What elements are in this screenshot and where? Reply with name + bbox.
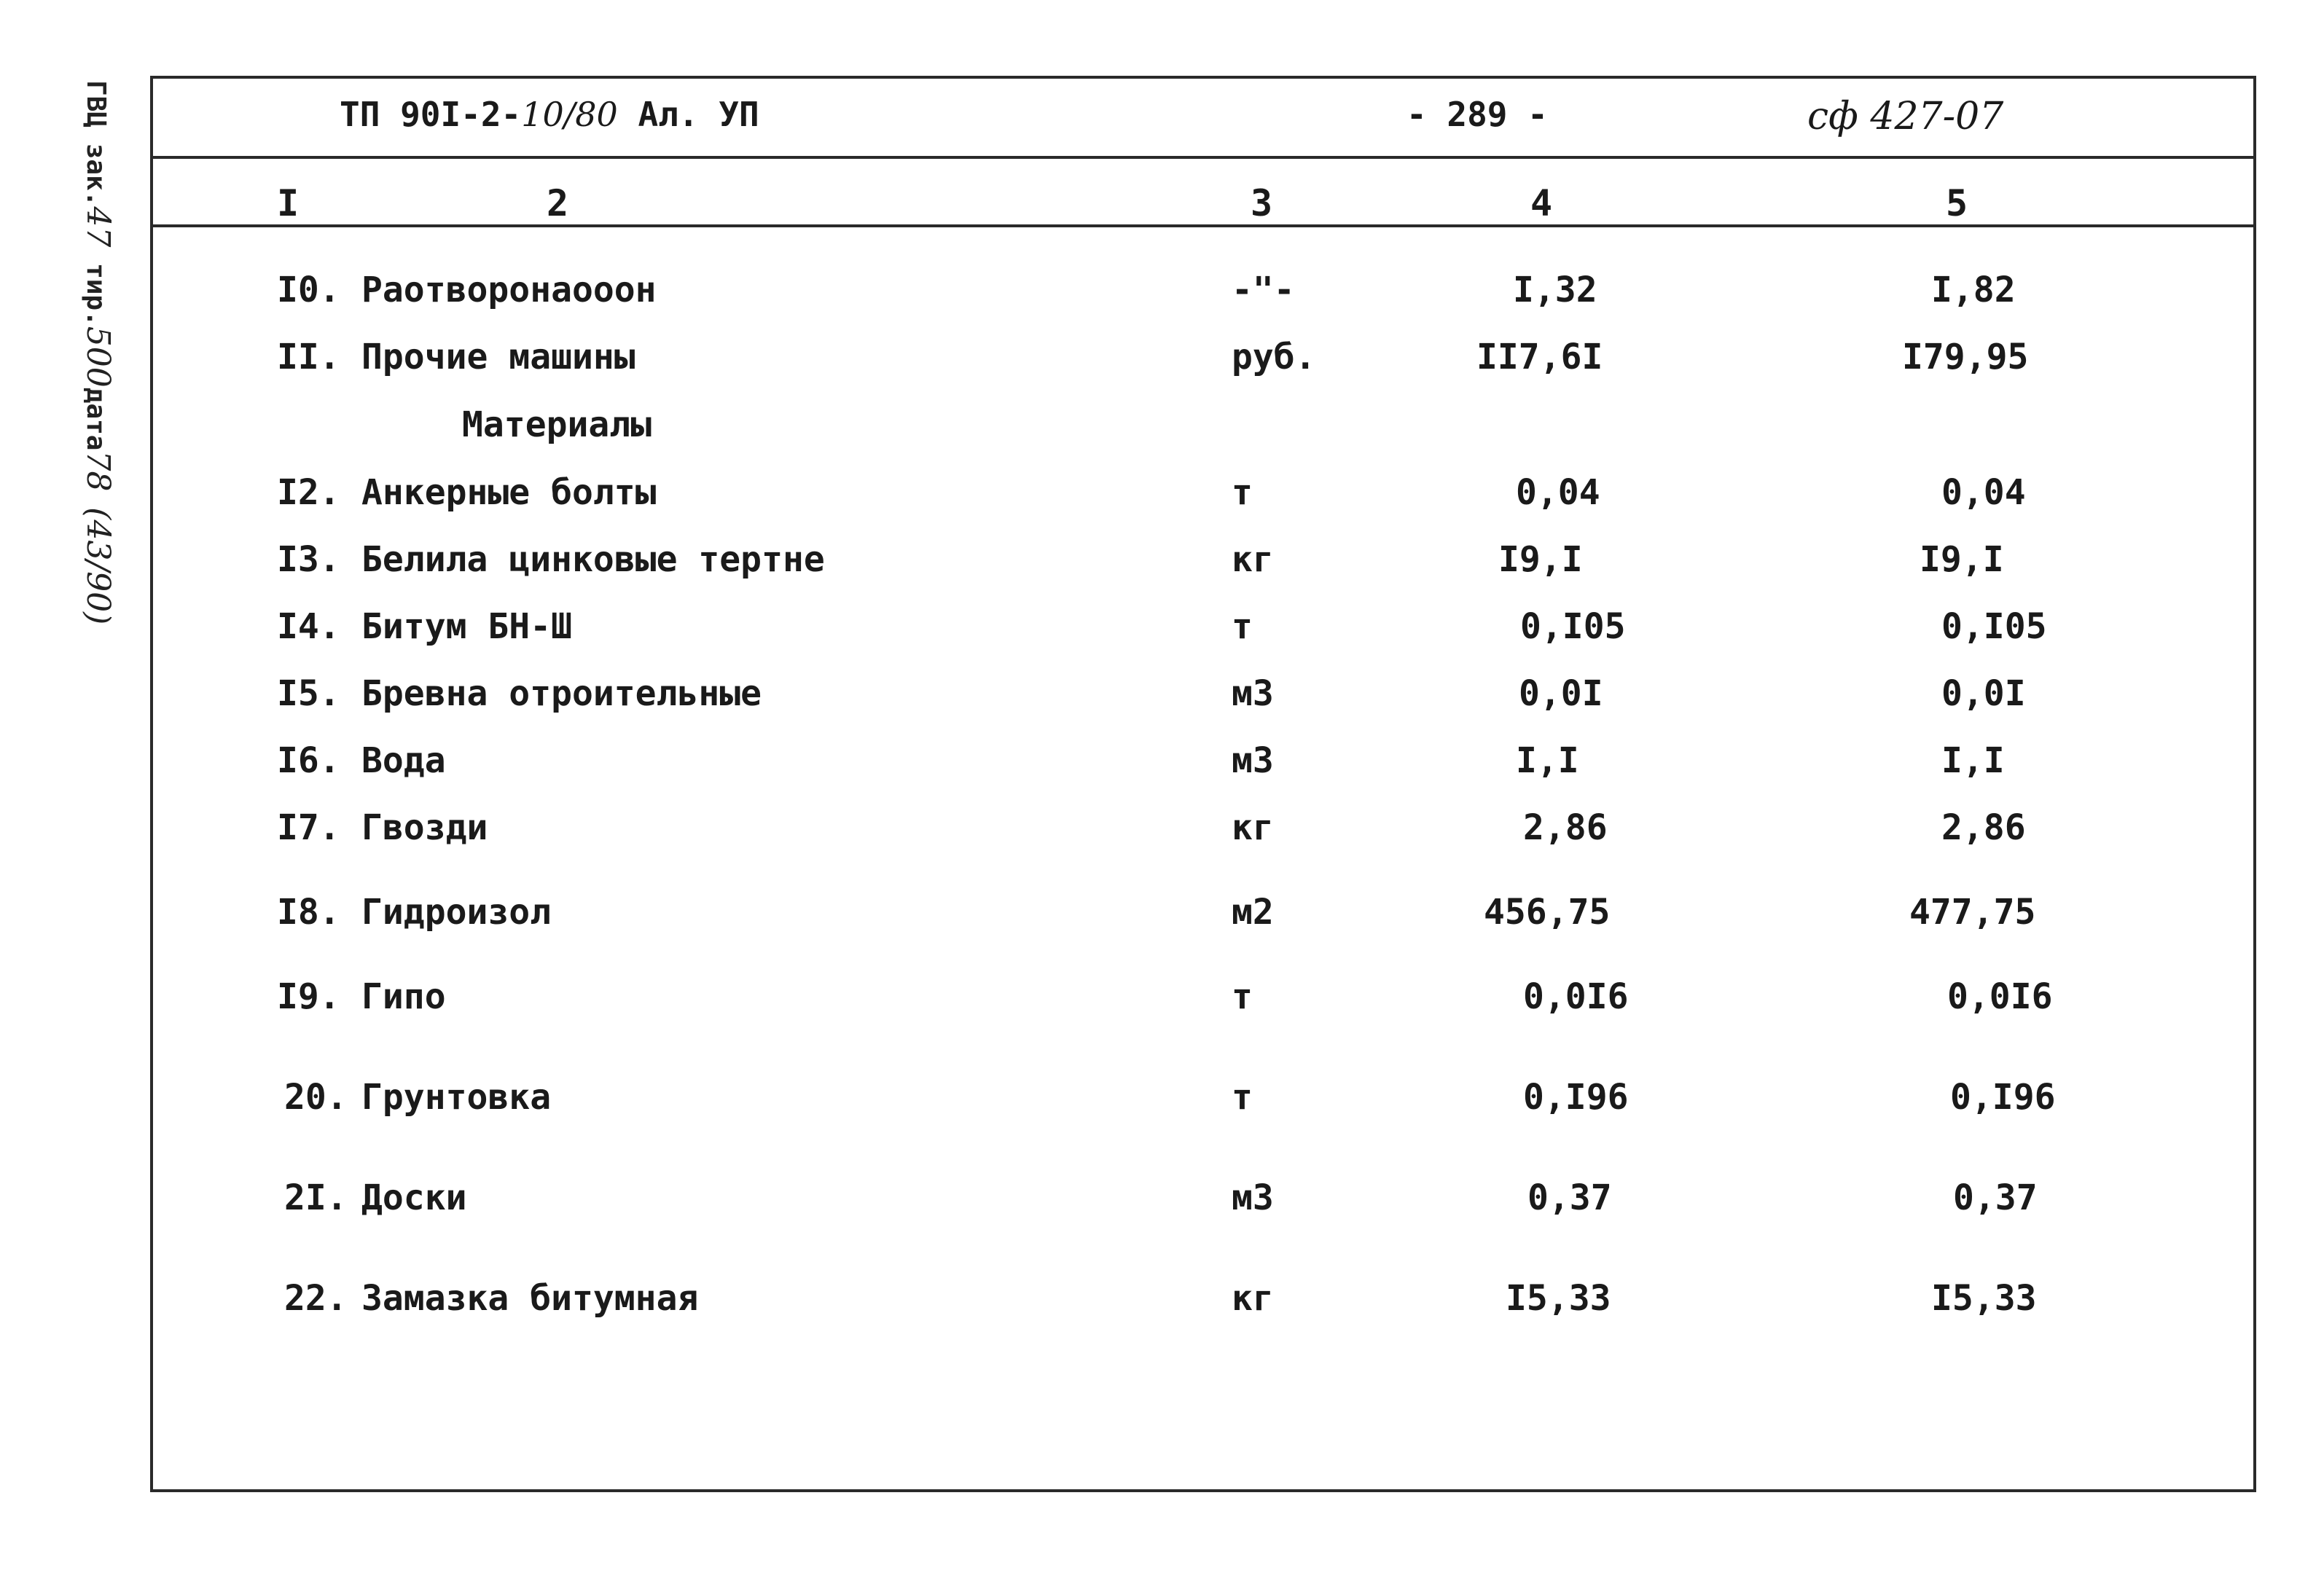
row-unit: м2 [1232, 892, 1274, 933]
table-row [0, 270, 2324, 328]
row-number: I5. [277, 673, 340, 714]
row-unit: м3 [1232, 740, 1274, 781]
column-number-4: 4 [1530, 182, 1553, 224]
table-row [0, 740, 2324, 799]
row-value-4: 0,I96 [1523, 1077, 1629, 1118]
row-value-4: 0,37 [1527, 1177, 1612, 1218]
row-value-5: 0,I05 [1941, 606, 2047, 647]
row-value-5: I79,95 [1902, 337, 2029, 377]
stamp-printed: ГВЦ зак. [81, 80, 111, 207]
row-number: 22. [284, 1278, 348, 1319]
row-value-5: I,I [1941, 740, 2005, 781]
doc-code-suffix: Ал. УП [638, 95, 759, 134]
row-name: Раотворонаооон [361, 270, 657, 310]
page-number: - 289 - [1406, 95, 1548, 134]
row-unit: кг [1232, 539, 1274, 580]
stamp-printed-2: тир. [81, 263, 111, 326]
row-number: I6. [277, 740, 340, 781]
column-number-1: I [277, 182, 300, 224]
table-row [0, 337, 2324, 395]
row-number: I3. [277, 539, 340, 580]
doc-code [340, 95, 759, 160]
row-unit: т [1232, 1077, 1253, 1118]
table-row [0, 976, 2324, 1035]
reference-note: сф 427-07 [1807, 95, 2004, 138]
row-number: I9. [277, 976, 340, 1017]
row-value-4: I,32 [1513, 270, 1597, 310]
row-value-5: 0,0I [1941, 673, 2026, 714]
table-row [0, 606, 2324, 664]
row-value-5: 0,0I6 [1947, 976, 2053, 1017]
table-row [0, 673, 2324, 732]
row-name: Грунтовка [361, 1077, 552, 1118]
table-row [0, 1278, 2324, 1336]
table-row [0, 472, 2324, 530]
stamp-hand-order: 47 [79, 206, 117, 248]
doc-code-hand: 10/80 [521, 95, 618, 134]
row-unit: -"- [1232, 270, 1295, 310]
row-value-4: 0,I05 [1520, 606, 1626, 647]
section-title: Материалы [462, 404, 652, 445]
row-unit: м3 [1232, 673, 1274, 714]
row-name: Прочие машины [361, 337, 635, 377]
row-name: Замазка битумная [361, 1278, 699, 1319]
row-value-5: 0,I96 [1950, 1077, 2056, 1118]
row-name: Белила цинковые тертне [361, 539, 825, 580]
row-unit: кг [1232, 1278, 1274, 1319]
table-row [0, 1077, 2324, 1135]
stamp-hand-run: 500 [79, 326, 117, 388]
row-value-4: II7,6I [1476, 337, 1603, 377]
row-value-5: I,82 [1931, 270, 2016, 310]
row-value-5: I5,33 [1931, 1278, 2037, 1319]
row-name: Битум БН-Ш [361, 606, 572, 647]
row-value-4: I,I [1516, 740, 1579, 781]
row-number: 2I. [284, 1177, 348, 1218]
table-row [0, 807, 2324, 866]
row-number: I0. [277, 270, 340, 310]
row-number: II. [277, 337, 340, 377]
row-value-5: 0,37 [1953, 1177, 2038, 1218]
column-number-5: 5 [1946, 182, 1968, 224]
table-row [0, 1177, 2324, 1236]
row-name: Анкерные болты [361, 472, 657, 513]
column-header-divider [150, 224, 2256, 227]
row-name: Вода [361, 740, 446, 781]
row-value-5: 2,86 [1941, 807, 2026, 848]
row-value-5: 477,75 [1909, 892, 2036, 933]
row-name: Гидроизол [361, 892, 552, 933]
table-row [0, 892, 2324, 950]
row-number: I2. [277, 472, 340, 513]
row-unit: т [1232, 976, 1253, 1017]
row-unit: т [1232, 472, 1253, 513]
row-name: Гипо [361, 976, 446, 1017]
row-number: I4. [277, 606, 340, 647]
row-unit: м3 [1232, 1177, 1274, 1218]
row-value-4: 2,86 [1523, 807, 1608, 848]
row-name: Гвозди [361, 807, 488, 848]
row-value-4: 456,75 [1484, 892, 1611, 933]
stamp-hand-date: 78 [79, 450, 117, 492]
row-number: 20. [284, 1077, 348, 1118]
row-unit: т [1232, 606, 1253, 647]
row-unit: кг [1232, 807, 1274, 848]
row-value-4: 0,0I6 [1523, 976, 1629, 1017]
row-value-4: I9,I [1498, 539, 1583, 580]
row-name: Доски [361, 1177, 467, 1218]
row-value-4: 0,0I [1519, 673, 1603, 714]
stamp-hand-sheet: (43/90) [79, 507, 117, 625]
column-number-3: 3 [1251, 182, 1273, 224]
row-unit: руб. [1232, 337, 1316, 377]
row-number: I7. [277, 807, 340, 848]
row-value-5: 0,04 [1941, 472, 2026, 513]
row-value-4: 0,04 [1516, 472, 1600, 513]
doc-code-prefix: ТП 90I-2- [340, 95, 522, 134]
column-number-2: 2 [547, 182, 569, 224]
row-name: Бревна отроительные [361, 673, 762, 714]
table-row [0, 539, 2324, 597]
row-value-5: I9,I [1920, 539, 2004, 580]
stamp-printed-3: дата [81, 387, 111, 451]
row-value-4: I5,33 [1506, 1278, 1611, 1319]
row-number: I8. [277, 892, 340, 933]
